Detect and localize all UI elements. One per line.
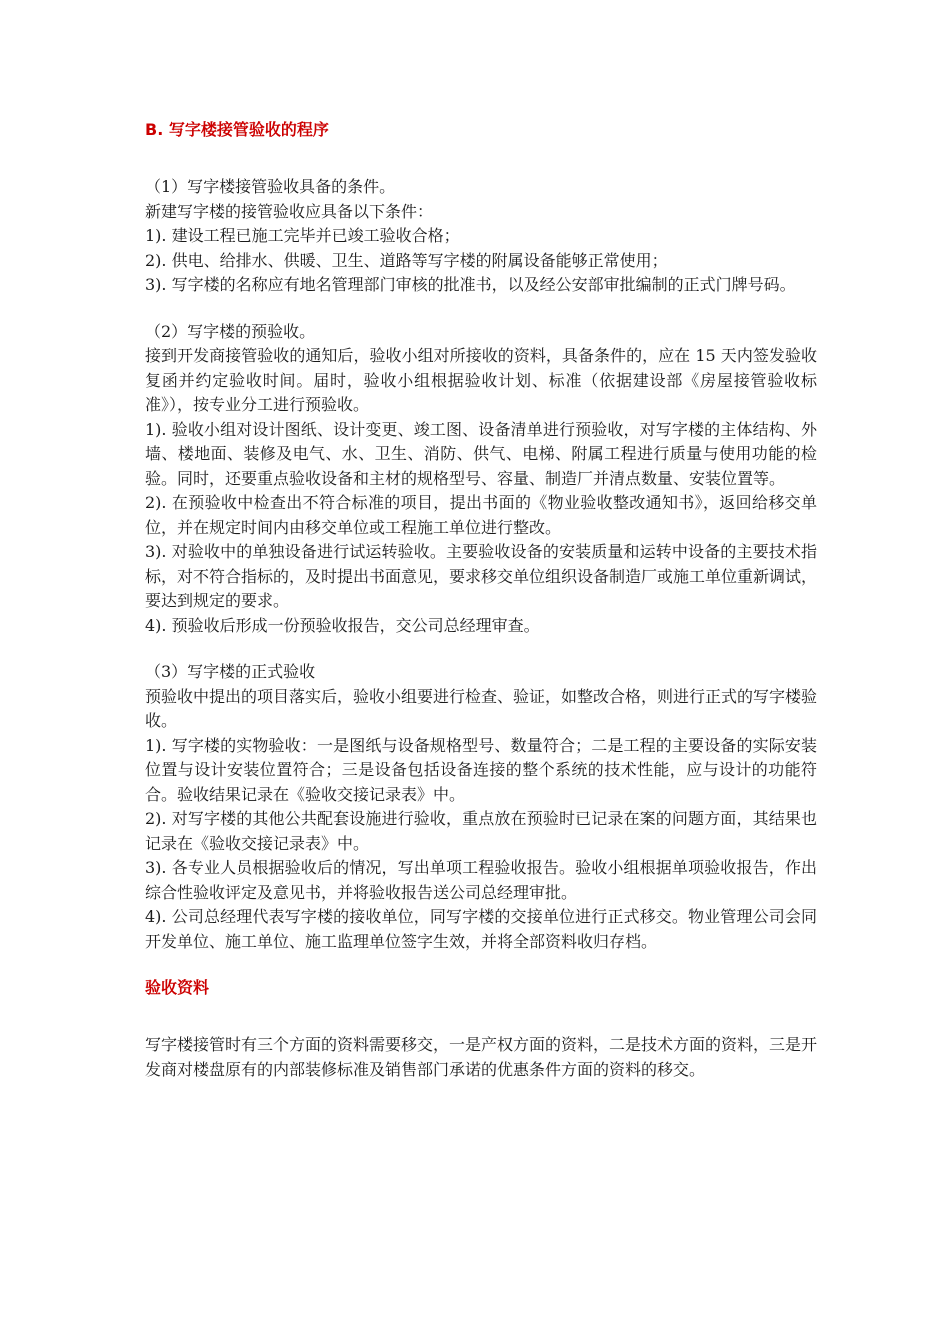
section-title: （3）写字楼的正式验收 (145, 662, 316, 681)
section-title: （1）写字楼接管验收具备的条件。 (145, 177, 396, 196)
paragraph: 新建写字楼的接管验收应具备以下条件： (145, 201, 434, 221)
paragraph: 1). 写字楼的实物验收：一是图纸与设备规格型号、数量符合；二是工程的主要设备的实际安装位置与设计安装位置符合；三是设备包括设备连接的整个系统的技术性能，应与设计的功能符合。验收结果记录在《验收交接记录表》中。 (145, 735, 817, 804)
paragraph: 1). 建设工程已施工完毕并已竣工验收合格； (145, 226, 460, 245)
section-formal-acceptance (145, 660, 817, 954)
paragraph: 4). 预验收后形成一份预验收报告，交公司总经理审查。 (145, 615, 540, 635)
paragraph: 3). 写字楼的名称应有地名管理部门审核的批准书，以及经公安部审批编制的正式门牌号码。 (145, 275, 796, 294)
section-title: （2）写字楼的预验收。 (145, 321, 316, 341)
heading-materials: 验收资料 (145, 978, 210, 997)
materials-paragraph: 写字楼接管时有三个方面的资料需要移交，一是产权方面的资料，二是技术方面的资料，三是开发商对楼盘原有的内部装修标准及销售部门承诺的优惠条件方面的资料的移交。 (145, 1035, 818, 1079)
document-page (145, 118, 817, 1082)
paragraph: 3). 对验收中的单独设备进行试运转验收。主要验收设备的安装质量和运转中设备的主要技术指标，对不符合指标的，及时提出书面意见，要求移交单位组织设备制造厂或施工单位重新调试，要达到规定的要求。 (145, 542, 818, 610)
paragraph: 3). 各专业人员根据验收后的情况，写出单项工程验收报告。验收小组根据单项验收报告，作出综合性验收评定及意见书，并将验收报告送公司总经理审批。 (145, 858, 817, 902)
paragraph: 接到开发商接管验收的通知后，验收小组对所接收的资料，具备条件的，应在 15 天内签发验收复函并约定验收时间。届时，验收小组根据验收计划、标准（依据建设部《房屋接管验收标准》），按专业分工进行预验收。 (145, 346, 817, 414)
paragraph: 2). 在预验收中检查出不符合标准的项目，提出书面的《物业验收整改通知书》，返回给移交单位，并在规定时间内由移交单位或工程施工单位进行整改。 (145, 493, 817, 537)
paragraph: 2). 供电、给排水、供暖、卫生、道路等写字楼的附属设备能够正常使用； (145, 250, 668, 270)
paragraph: 预验收中提出的项目落实后，验收小组要进行检查、验证，如整改合格，则进行正式的写字楼验收。 (145, 686, 818, 730)
section-pre-acceptance (145, 320, 817, 639)
paragraph: 4). 公司总经理代表写字楼的接收单位，同写字楼的交接单位进行正式移交。物业管理公司会同开发单位、施工单位、施工监理单位签字生效，并将全部资料收归存档。 (145, 907, 817, 951)
paragraph: 1). 验收小组对设计图纸、设计变更、竣工图、设备清单进行预验收，对写字楼的主体结构、外墙、楼地面、装修及电气、水、卫生、消防、供气、电梯、附属工程进行质量与使用功能的检验。同时，还要重点验收设备和主材的规格型号、容量、制造厂并清点数量、安装位置等。 (145, 419, 817, 488)
heading-b: B. 写字楼接管验收的程序 (145, 120, 329, 139)
paragraph: 2). 对写字楼的其他公共配套设施进行验收，重点放在预验时已记录在案的问题方面，其结果也记录在《验收交接记录表》中。 (145, 809, 817, 853)
section-conditions (145, 175, 817, 298)
